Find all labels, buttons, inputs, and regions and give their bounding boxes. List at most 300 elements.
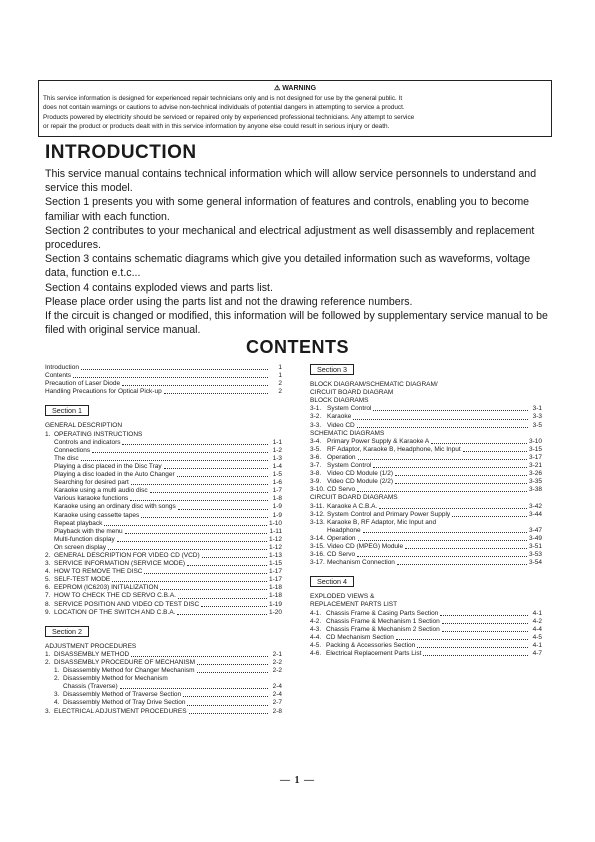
- toc-entry-number: 3-5.: [310, 445, 322, 453]
- section-1-heading: GENERAL DESCRIPTION: [45, 422, 123, 430]
- toc-entry-number: 3-7.: [310, 462, 322, 470]
- toc-entry-page: 3-49: [528, 534, 542, 542]
- front-matter-list: [45, 364, 282, 396]
- toc-entry-number: 3-8.: [310, 470, 322, 478]
- toc-entry: [45, 528, 282, 536]
- section-1-label: Section 1: [45, 405, 89, 416]
- toc-entry: [45, 667, 282, 675]
- toc-entry-page: 1-8: [272, 495, 282, 503]
- toc-entry-page: 1-1: [272, 438, 282, 446]
- toc-entry-number: 1.: [45, 650, 51, 658]
- toc-entry-number: 4-3.: [310, 625, 322, 633]
- toc-entry-title: 3-15. Video CD (MPEG) Module: [310, 542, 404, 550]
- toc-leader: [363, 532, 527, 533]
- toc-entry-title: Karaoke using a multi audio disc: [54, 487, 148, 495]
- toc-entry: [310, 650, 542, 658]
- warning-line: does not contain warnings or cautions to advise non-technical individuals of potential dangers in attempting to service a product.: [43, 104, 405, 112]
- toc-entry-page: 3-21: [528, 462, 542, 470]
- toc-entry-title: 3-5. RF Adaptor, Karaoke B, Headphone, Mic Input: [310, 445, 461, 453]
- toc-entry-number: 3.: [45, 707, 51, 715]
- toc-entry-title: 3-8. Video CD Module (1/2): [310, 470, 393, 478]
- toc-leader: [112, 581, 267, 582]
- toc-entry-title: 4-6. Electrical Replacement Parts List: [310, 650, 422, 657]
- toc-entry-page: 1-18: [268, 592, 282, 600]
- toc-entry-number: 3-2.: [310, 413, 322, 421]
- toc-leader: [178, 598, 267, 599]
- toc-entry-title: 8. SERVICE POSITION AND VIDEO CD TEST DISC: [45, 600, 200, 608]
- toc-entry: [45, 439, 282, 447]
- toc-entry-page: 1-4: [272, 462, 282, 470]
- toc-entry: [310, 642, 542, 650]
- toc-entry: [310, 634, 542, 642]
- toc-entry-page: 3-54: [528, 559, 542, 567]
- toc-entry-page: 1-12: [268, 543, 282, 551]
- toc-leader: [141, 517, 268, 518]
- toc-entry-page: 1-18: [268, 584, 282, 592]
- toc-leader: [197, 672, 269, 673]
- toc-leader: [73, 377, 268, 378]
- toc-entry-number: 6.: [45, 584, 51, 592]
- toc-entry-title: 3-3. Video CD: [310, 421, 355, 429]
- toc-entry-title: 1. Disassembly Method for Changer Mechanism: [54, 667, 195, 675]
- toc-leader: [81, 369, 268, 370]
- toc-leader: [358, 459, 527, 460]
- toc-leader: [397, 564, 527, 565]
- toc-entry-page: 2-4: [272, 691, 282, 699]
- toc-leader: [357, 491, 527, 492]
- toc-leader: [423, 655, 528, 656]
- toc-entry-page: 1-3: [272, 454, 282, 462]
- toc-entry: [45, 675, 282, 683]
- toc-leader: [202, 557, 267, 558]
- toc-entry-title: 9. LOCATION OF THE SWITCH AND C.B.A.: [45, 608, 176, 616]
- toc-leader: [431, 443, 527, 444]
- toc-entry: [45, 708, 282, 716]
- toc-entry-page: 1-20: [268, 608, 282, 616]
- toc-entry-title: Headphone: [327, 526, 361, 534]
- toc-entry-title: 2. GENERAL DESCRIPTION FOR VIDEO CD (VCD): [45, 551, 200, 559]
- intro-paragraph: If the circuit is changed or modified, this information will be followed by supplementary service manual to be filed with original service manual.: [45, 310, 548, 337]
- toc-entry-title: 3. SERVICE INFORMATION (SERVICE MODE): [45, 560, 186, 568]
- toc-entry: [310, 405, 542, 413]
- toc-leader: [201, 606, 267, 607]
- section-3-group-heading: CIRCUIT BOARD DIAGRAMS: [310, 494, 398, 502]
- section-2-label: Section 2: [45, 626, 89, 637]
- toc-leader: [463, 451, 527, 452]
- toc-entry: [310, 527, 542, 535]
- toc-entry-number: 3-14.: [310, 534, 325, 542]
- warning-line: Products powered by electricity should be serviced or repaired only by experienced professional technicians. Any attempt to service: [43, 113, 415, 121]
- toc-entry: [45, 455, 282, 463]
- toc-entry-title: 3-4. Primary Power Supply & Karaoke A: [310, 437, 430, 445]
- toc-leader: [452, 516, 527, 517]
- toc-entry: [310, 454, 542, 462]
- toc-leader: [358, 540, 527, 541]
- toc-entry: [45, 683, 282, 691]
- intro-paragraph: Section 4 contains exploded views and parts list.: [45, 281, 273, 294]
- toc-leader: [442, 623, 528, 624]
- toc-entry-page: 1-5: [272, 471, 282, 479]
- toc-entry-number: 2.: [54, 675, 60, 683]
- intro-paragraph: Please place order using the parts list and not the drawing reference numbers.: [45, 295, 413, 308]
- toc-entry-page: 3-3: [532, 413, 542, 421]
- toc-entry-title: 3-9. Video CD Module (2/2): [310, 478, 393, 486]
- toc-entry-title: Controls and indicators: [54, 438, 121, 446]
- toc-entry-page: 1-15: [268, 560, 282, 568]
- toc-entry-number: 2.: [45, 551, 51, 559]
- toc-entry: [45, 463, 282, 471]
- toc-entry-page: 1-17: [268, 576, 282, 584]
- warning-text: [43, 94, 547, 131]
- toc-entry-title: 4. HOW TO REMOVE THE DISC: [45, 568, 143, 576]
- toc-entry-page: 4-7: [532, 650, 542, 657]
- section-4: [310, 576, 542, 658]
- contents-title: CONTENTS: [246, 337, 349, 357]
- toc-entry-page: 3-53: [528, 551, 542, 559]
- toc-entry-page: 2-8: [272, 707, 282, 715]
- toc-entry: [45, 479, 282, 487]
- toc-entry-title: 3-7. System Control: [310, 462, 372, 470]
- toc-entry-number: 3-13.: [310, 518, 325, 526]
- toc-entry: [310, 413, 542, 421]
- toc-entry-title: Playing a disc placed in the Disc Tray: [54, 462, 162, 470]
- toc-leader: [150, 492, 268, 493]
- toc-entry: [45, 691, 282, 699]
- toc-entry-page: 4-4: [532, 625, 542, 633]
- toc-entry-page: 1-12: [268, 535, 282, 543]
- section-4-label: Section 4: [310, 576, 354, 587]
- toc-entry-number: 2.: [45, 659, 51, 666]
- toc-leader: [130, 500, 268, 501]
- toc-entry-title: 4-3. Chassis Frame & Mechanism 2 Section: [310, 625, 440, 633]
- section-3: [310, 364, 542, 567]
- toc-entry-page: 1: [278, 372, 282, 380]
- toc-entry-title: The disc: [54, 454, 79, 462]
- toc-entry-title: Handling Precautions for Optical Pick-up: [45, 388, 162, 396]
- toc-leader: [177, 476, 268, 477]
- section-1-list: [45, 431, 282, 617]
- toc-entry-page: 3-42: [528, 502, 542, 510]
- toc-entry-title: 4-5. Packing & Accessories Section: [310, 641, 416, 649]
- toc-entry-title: On screen display: [54, 543, 107, 551]
- toc-entry-title: 2. DISASSEMBLY PROCEDURE OF MECHANISM: [45, 659, 195, 666]
- intro-paragraph: Section 2 contributes to your mechanical and electrical adjustment as well disassembly and replacement procedures.: [45, 224, 535, 252]
- section-2: [45, 626, 282, 716]
- toc-leader: [117, 541, 267, 542]
- toc-entry: [45, 495, 282, 503]
- toc-entry-number: 3-17.: [310, 559, 325, 567]
- toc-leader: [396, 639, 528, 640]
- toc-leader: [417, 647, 528, 648]
- toc-entry: [45, 560, 282, 568]
- toc-entry-number: 4-2.: [310, 617, 322, 625]
- toc-entry: [45, 552, 282, 560]
- toc-entry: [45, 536, 282, 544]
- toc-entry: [45, 544, 282, 552]
- toc-leader: [164, 393, 268, 394]
- toc-entry-number: 3-9.: [310, 478, 322, 486]
- toc-leader: [357, 556, 527, 557]
- toc-entry-page: 4-1: [532, 641, 542, 649]
- toc-leader: [131, 484, 268, 485]
- intro-paragraph: Section 1 presents you with some general information of features and controls, enabling you to become familiar with each function.: [45, 196, 530, 223]
- toc-leader: [164, 468, 268, 469]
- toc-entry-number: 3-3.: [310, 421, 322, 429]
- toc-entry-page: 1-7: [272, 487, 282, 495]
- toc-entry-page: 1-9: [272, 511, 282, 519]
- toc-entry-page: 4-2: [532, 617, 542, 625]
- toc-entry-number: 3-10.: [310, 486, 325, 494]
- toc-entry-title: 3. Disassembly Method of Traverse Section: [54, 691, 182, 699]
- warning-title: ⚠ WARNING: [273, 85, 317, 92]
- toc-entry-number: 3-6.: [310, 453, 322, 461]
- toc-leader: [125, 533, 268, 534]
- toc-entry-page: 3-47: [528, 526, 542, 534]
- toc-leader: [108, 549, 267, 550]
- toc-entry-title: 3-16. CD Servo: [310, 551, 356, 559]
- toc-leader: [183, 696, 268, 697]
- toc-leader: [357, 427, 528, 428]
- introduction-title: INTRODUCTION: [45, 142, 197, 163]
- toc-entry-title: Chassis (Traverse): [63, 683, 118, 691]
- toc-entry-title: 3-6. Operation: [310, 453, 356, 461]
- toc-entry: [45, 380, 282, 388]
- toc-entry-number: 4-6.: [310, 650, 322, 657]
- toc-entry: [45, 609, 282, 617]
- toc-entry-page: 1-11: [269, 527, 282, 535]
- toc-entry-title: Precaution of Laser Diode: [45, 380, 121, 388]
- toc-entry-title: 5. SELF-TEST MODE: [45, 576, 111, 584]
- toc-leader: [178, 509, 268, 510]
- toc-leader: [81, 460, 268, 461]
- toc-entry: [310, 519, 542, 527]
- toc-entry-number: 3-11.: [310, 502, 325, 510]
- toc-leader: [131, 656, 268, 657]
- toc-entry-page: 2-1: [272, 650, 282, 658]
- section-3-group-heading: BLOCK DIAGRAMS: [310, 397, 369, 405]
- toc-entry-page: 2-7: [272, 699, 282, 707]
- toc-entry: [310, 462, 542, 470]
- toc-entry: [45, 592, 282, 600]
- toc-entry-page: 1-17: [268, 568, 282, 576]
- toc-entry-title: 3-17. Mechanism Connection: [310, 559, 395, 567]
- toc-leader: [160, 589, 267, 590]
- toc-entry: [310, 626, 542, 634]
- toc-entry-page: 4-5: [532, 633, 542, 641]
- toc-entry-number: 3-12.: [310, 510, 325, 518]
- toc-entry: [310, 470, 542, 478]
- toc-entry: [45, 388, 282, 396]
- contents-right-column: [310, 364, 542, 658]
- toc-leader: [395, 475, 527, 476]
- toc-entry: [310, 438, 542, 446]
- toc-entry-title: 4. Disassembly Method of Tray Drive Section: [54, 699, 186, 707]
- toc-entry: [310, 551, 542, 559]
- toc-leader: [122, 444, 268, 445]
- toc-entry: [45, 431, 282, 439]
- toc-entry: [310, 610, 542, 618]
- toc-leader: [405, 548, 527, 549]
- section-3-group-heading: SCHEMATIC DIAGRAMS: [310, 429, 385, 437]
- toc-entry: [310, 478, 542, 486]
- toc-entry: [310, 503, 542, 511]
- toc-entry-title: Various karaoke functions: [54, 495, 129, 503]
- warning-box: [38, 80, 552, 137]
- toc-entry-title: 7. HOW TO CHECK THE CD SERVO C.B.A.: [45, 592, 176, 600]
- toc-entry-page: 2-4: [272, 683, 282, 691]
- toc-entry-title: Repeat playback: [54, 519, 103, 527]
- toc-entry: [310, 486, 542, 494]
- section-3-heading-line: BLOCK DIAGRAM/SCHEMATIC DIAGRAM/: [310, 381, 438, 389]
- toc-entry-page: 3-15: [528, 445, 542, 453]
- toc-entry-title: 2. Disassembly Method for Mechanism: [54, 675, 168, 683]
- toc-entry: [45, 520, 282, 528]
- toc-entry-page: 1: [278, 364, 282, 371]
- toc-entry-page: 1-2: [272, 446, 282, 454]
- toc-entry: [45, 447, 282, 455]
- toc-entry-title: 3-2. Karaoke: [310, 413, 352, 421]
- toc-entry-number: 5.: [45, 576, 51, 584]
- toc-leader: [177, 614, 267, 615]
- toc-entry: [45, 601, 282, 609]
- toc-entry-page: 3-17: [528, 453, 542, 461]
- toc-leader: [440, 615, 528, 616]
- toc-entry-page: 1-9: [272, 503, 282, 511]
- toc-entry-number: 4.: [45, 568, 51, 576]
- toc-entry-page: 2: [278, 380, 282, 388]
- toc-entry: [310, 446, 542, 454]
- toc-entry-title: Playback with the menu: [54, 527, 123, 535]
- contents-left-column: [45, 364, 282, 716]
- toc-entry-title: 3-11. Karaoke A C.B.A.: [310, 502, 378, 510]
- toc-entry: [310, 511, 542, 519]
- toc-entry-title: Searching for desired part: [54, 479, 129, 487]
- toc-entry-page: 3-26: [528, 470, 542, 478]
- toc-entry: [310, 543, 542, 551]
- toc-entry-page: 1-19: [268, 600, 282, 608]
- toc-leader: [120, 688, 268, 689]
- warning-line: This service information is designed for experienced repair technicians only and is not designed for use by the general public. It: [43, 95, 403, 102]
- toc-entry-page: 3-44: [528, 510, 542, 518]
- toc-entry-title: Karaoke using cassette tapes: [54, 511, 140, 519]
- toc-leader: [395, 483, 527, 484]
- toc-entry-number: 1.: [54, 667, 60, 675]
- toc-entry-title: Contents: [45, 372, 72, 380]
- toc-entry-title: Karaoke using an ordinary disc with songs: [54, 503, 176, 511]
- toc-entry: [45, 568, 282, 576]
- toc-leader: [373, 410, 528, 411]
- introduction-body: [45, 167, 553, 337]
- toc-entry-title: 3-12. System Control and Primary Power Supply: [310, 510, 451, 518]
- toc-entry: [310, 618, 542, 626]
- toc-leader: [187, 705, 268, 706]
- warning-line: or repair the product or products dealt with in this service information by anyone else could result in serious injury or death.: [43, 122, 390, 130]
- toc-entry-page: 3-51: [528, 542, 542, 550]
- toc-entry-title: Playing a disc loaded in the Auto Changer: [54, 471, 175, 479]
- toc-entry-title: 4-1. Chassis Frame & Casing Parts Section: [310, 609, 439, 617]
- toc-entry-title: 6. EEPROM (IC6203) INITIALIZATION: [45, 584, 159, 592]
- toc-entry: [45, 699, 282, 707]
- toc-entry-page: 2: [278, 388, 282, 396]
- toc-entry-page: 4-1: [532, 609, 542, 617]
- toc-entry-number: 4-1.: [310, 609, 322, 617]
- toc-entry-page: 2-2: [272, 667, 282, 675]
- intro-paragraph: This service manual contains technical information which will allow service personnels to understand and service this model.: [45, 168, 537, 195]
- toc-entry-title: 3-14. Operation: [310, 534, 356, 542]
- section-4-heading-line: REPLACEMENT PARTS LIST: [310, 601, 398, 609]
- toc-leader: [442, 631, 528, 632]
- toc-entry-page: 2-2: [272, 659, 282, 666]
- toc-entry-page: 3-35: [528, 478, 542, 486]
- toc-entry-title: Multi-function display: [54, 535, 115, 543]
- toc-entry-title: 1. DISASSEMBLY METHOD: [45, 650, 130, 658]
- toc-entry-page: 3-38: [528, 486, 542, 494]
- toc-entry-number: 4-4.: [310, 633, 322, 641]
- toc-leader: [373, 467, 527, 468]
- toc-entry-number: 3-15.: [310, 542, 325, 550]
- toc-entry-title: 4-4. CD Mechanism Section: [310, 633, 394, 641]
- toc-entry: [45, 372, 282, 380]
- toc-leader: [144, 573, 267, 574]
- toc-entry: [45, 487, 282, 495]
- toc-entry-title: Connections: [54, 446, 91, 454]
- toc-entry-page: 3-10: [528, 437, 542, 445]
- toc-entry: [45, 576, 282, 584]
- section-3-heading-line: CIRCUIT BOARD DIAGRAM: [310, 389, 394, 397]
- toc-leader: [122, 385, 268, 386]
- section-3-label: Section 3: [310, 364, 354, 375]
- toc-entry-title: 3. ELECTRICAL ADJUSTMENT PROCEDURES: [45, 707, 187, 715]
- toc-entry: [45, 651, 282, 659]
- toc-entry-number: 3-16.: [310, 551, 325, 559]
- toc-entry-number: 3-1.: [310, 405, 322, 413]
- section-1: [45, 405, 282, 616]
- toc-entry: [45, 512, 282, 520]
- toc-entry: [45, 659, 282, 667]
- toc-entry: [45, 364, 282, 372]
- toc-entry-page: 1-6: [272, 479, 282, 487]
- toc-entry-title: 3-13. Karaoke B, RF Adaptor, Mic Input and: [310, 518, 437, 526]
- toc-entry-title: 1. OPERATING INSTRUCTIONS: [45, 430, 143, 438]
- toc-entry: [45, 471, 282, 479]
- toc-entry-number: 3.: [45, 560, 51, 568]
- toc-leader: [353, 419, 528, 420]
- toc-leader: [197, 664, 268, 665]
- page-number: — 1 —: [280, 775, 315, 786]
- toc-entry-number: 9.: [45, 608, 51, 616]
- toc-entry-page: 1-10: [268, 519, 282, 527]
- intro-paragraph: Section 3 contains schematic diagrams which give you detailed information such as waveforms, voltage data, function e.t.c...: [45, 253, 531, 280]
- section-4-heading-line: EXPLODED VIEWS &: [310, 593, 375, 601]
- toc-entry-number: 3-4.: [310, 437, 322, 445]
- toc-leader: [104, 525, 267, 526]
- toc-entry-number: 8.: [45, 600, 51, 608]
- toc-entry-page: 3-5: [532, 421, 542, 429]
- toc-entry-title: 3-10. CD Servo: [310, 486, 356, 494]
- toc-entry-title: Introduction: [45, 364, 79, 371]
- toc-entry: [45, 503, 282, 511]
- section-2-list: [45, 651, 282, 716]
- toc-leader: [379, 508, 527, 509]
- toc-leader: [92, 452, 268, 453]
- toc-entry: [310, 559, 542, 567]
- section-3-groups: [310, 397, 542, 567]
- section-2-heading: ADJUSTMENT PROCEDURES: [45, 642, 137, 650]
- toc-entry: [45, 584, 282, 592]
- toc-entry-number: 7.: [45, 592, 51, 600]
- toc-entry-page: 3-1: [532, 405, 542, 413]
- toc-entry-number: 4-5.: [310, 641, 322, 649]
